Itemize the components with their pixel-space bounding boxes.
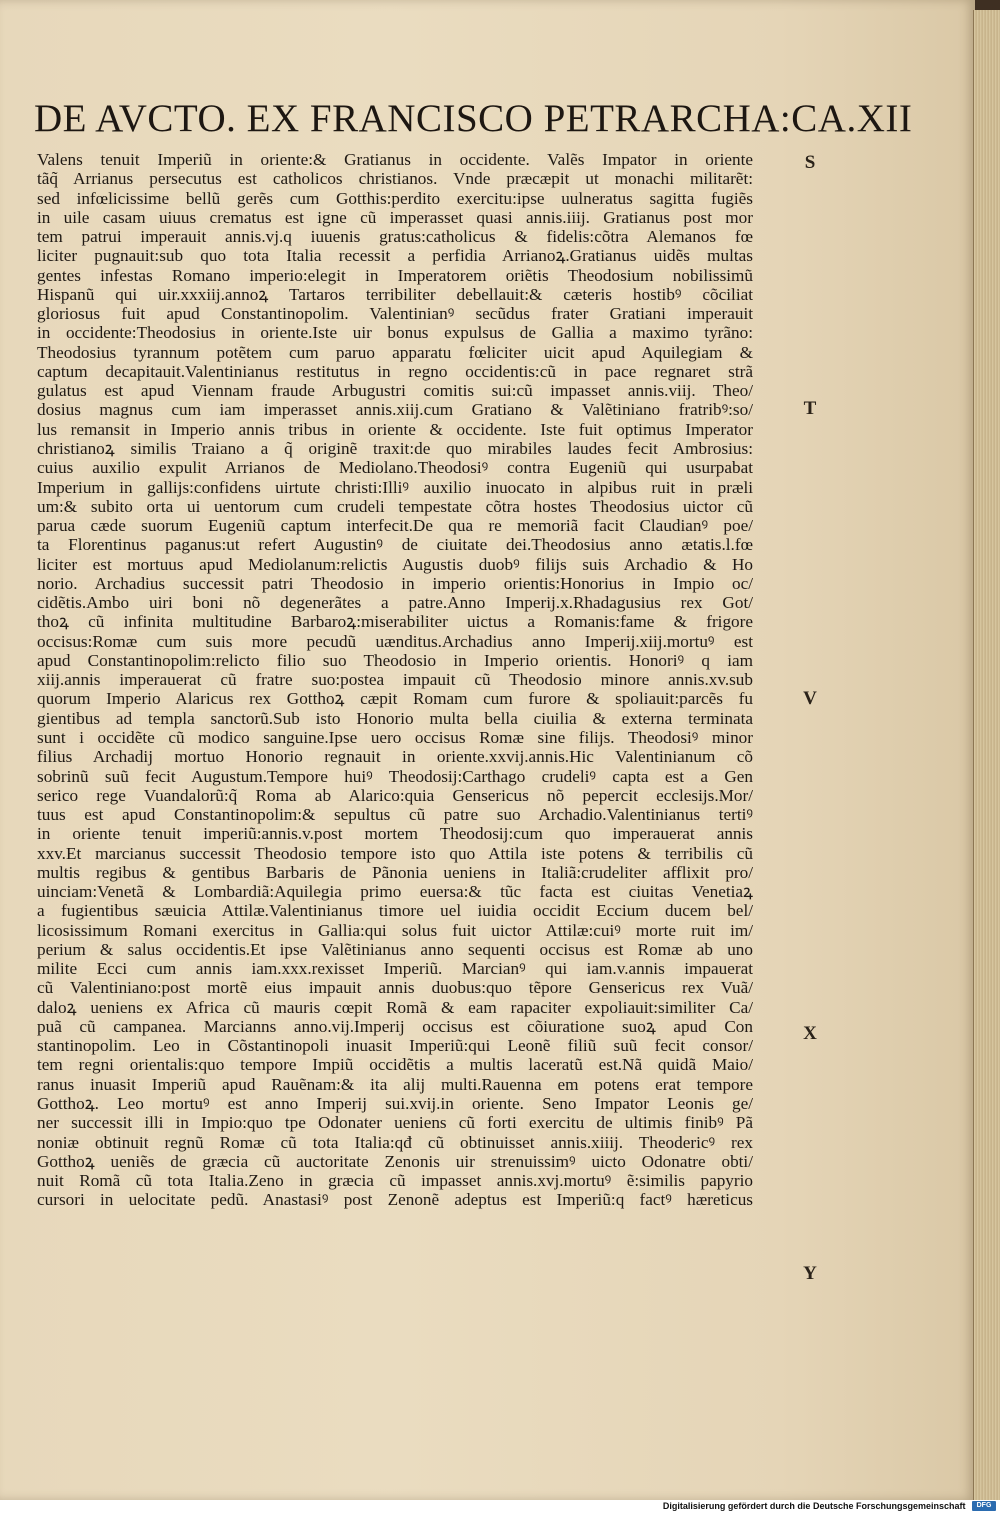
- text-line: a fugientibus sæuicia Attilæ.Valentinianus timore uel iuidia occidit Eccium ducem bel/: [37, 901, 753, 921]
- text-line: ranus inuasit Imperiũ apud Rauẽnam:& ita alij multi.Rauenna em potens erat tempore: [37, 1074, 753, 1094]
- text-line: lus remansit in Imperio annis tribus in oriente & occidente. Iste fuit optimus Imperator: [37, 419, 753, 439]
- chapter-number: CA.XII: [791, 97, 913, 140]
- text-line: gulatus est apud Viennam fraude Arbugustri comitis sui:cũ impasset annis.viij. Theo/: [37, 381, 753, 401]
- text-line: tem patrui imperauit annis.vj.q iuuenis gratus:catholicus & fidelis:cõtra Alemanos fœ: [37, 227, 753, 247]
- text-line: noniæ obtinuit regnũ Romæ cũ tota Italia:qđ cũ obtinuisset annis.xiiij. Theodericꝰ rex: [37, 1132, 753, 1152]
- text-line: occisus:Romæ cum suis more pecudũ uænditus.Archadius anno Imperij.xiij.mortuꝰ est: [37, 631, 753, 651]
- signature-mark: Y: [803, 1263, 817, 1284]
- text-line: Hispanũ qui uir.xxxiij.annoꝝ Tartaros terribiliter debellauit:& cæteris hostibꝰ cõciliat: [37, 284, 753, 304]
- text-line: milite Ecci cum annis iam.xxx.rexisset Imperiũ. Marcianꝰ qui iam.v.annis impauerat: [37, 959, 753, 979]
- text-line: parua cæde suorum Eugeniũ captum interfecit.De qua re memoriã facit Claudianꝰ poe/: [37, 516, 753, 536]
- text-line: tem regni orientalis:quo tempore Impiũ occidẽtis a multis laceratũ est.Nã quidã Maio/: [37, 1055, 753, 1075]
- text-line: multis regibus & gentibus Barbaris de Pãnonia ueniens in Italiã:crudeliter afflixit pro/: [37, 862, 753, 882]
- signature-mark: S: [804, 152, 816, 173]
- dfg-logo: DFG: [972, 1501, 996, 1511]
- text-line: sed infœlicissime bellũ gerẽs cum Gotthis:perdito exercitu:ipse uulneratus sagitta fugiẽs: [37, 188, 753, 208]
- text-line: cursori in uelocitate pedũ. Anastasiꝰ post Zenonẽ adeptus est Imperiũ:q factꝰ hæreticus: [37, 1190, 753, 1210]
- text-line: ner successit illi in Impio:quo tpe Odonater ueniens cũ forti exercitu de ultimis finibꝰ Pã: [37, 1113, 753, 1133]
- text-line: um:& subito orta ui uentorum cum crudeli tempestate cõtra hostes Theodosius uictor cũ: [37, 496, 753, 516]
- page-edges: [973, 10, 1000, 1500]
- running-title: DE AVCTO. EX FRANCISCO PETRARCHA:: [34, 97, 792, 140]
- text-line: cidẽtis.Ambo uiri boni nõ degenerãtes a patre.Anno Imperij.x.Rhadagusius rex Got/: [37, 593, 753, 613]
- text-line: filius Archadij mortuo Honorio regnauit in oriente.xxvij.annis.Hic Valentinianum cõ: [37, 747, 753, 767]
- text-line: thoꝝ cũ infinita multitudine Barbaroꝝ:miserabiliter uictus a Romanis:fame & frigore: [37, 612, 753, 632]
- text-line: gientibus ad templa sanctorũ.Sub isto Honorio multa bella ciuilia & externa terminata: [37, 708, 753, 728]
- signature-mark: T: [803, 398, 817, 419]
- text-line: christianoꝝ similis Traiano a q̃ originẽ traxit:de quo mirabiles laudes fecit Ambrosius:: [37, 438, 753, 458]
- text-line: cũ Valentiniano:post mortẽ eius impauit annis duobus:quo tẽpore Gensericus rex Vuã/: [37, 978, 753, 998]
- text-line: Theodosius tyrannum potẽtem cum paruo apparatu fœliciter uicit apud Aquilegiam &: [37, 342, 753, 362]
- text-line: uinciam:Venetã & Lombardiã:Aquilegia primo euersa:& tũc facta est ciuitas Venetiaꝝ: [37, 882, 753, 902]
- text-line: liciter pugnauit:sub quo tota Italia recessit a perfidia Arrianoꝝ.Gratianus uidẽs multas: [37, 246, 753, 266]
- text-line: dosius magnus cum iam imperasset annis.xiij.cum Gratiano & Valẽtiniano fratribꝰ:so/: [37, 400, 753, 420]
- page-heading: [34, 96, 913, 146]
- text-line: tuus est apud Constantinopolim:& sepultus cũ patre suo Archadio.Valentinianus tertiꝰ: [37, 805, 753, 825]
- text-line: quorum Imperio Alaricus rex Gotthoꝝ cæpit Romam cum furore & spoliauit:parcẽs fu: [37, 689, 753, 709]
- footer-credit: Digitalisierung gefördert durch die Deutsche Forschungsgemeinschaft: [662, 1500, 966, 1511]
- text-line: cuius auxilio expulit Arrianos de Mediolano.Theodosiꝰ contra Eugeniũ qui usurpabat: [37, 458, 753, 478]
- text-line: Valens tenuit Imperiũ in oriente:& Gratianus in occidente. Valẽs Impator in oriente: [37, 150, 753, 169]
- text-line: tãq̃ Arrianus persecutus est catholicos christianos. Vnde præcæpit ut monachi militarẽt:: [37, 169, 753, 189]
- footer-bar: [0, 1500, 1000, 1514]
- text-line: Gotthoꝝ ueniẽs de græcia cũ auctoritate Zenonis uir strenuissimꝰ uicto Odonatre obti/: [37, 1151, 753, 1171]
- text-line: gentes infestas Romano imperio:elegit in Imperatorem oriẽtis Theodosium nobilissimũ: [37, 265, 753, 285]
- text-line: puã cũ campanea. Marcianns anno.vij.Imperij occisus est cõiuratione suoꝝ apud Con: [37, 1016, 753, 1036]
- text-line: licosissimum Romani exercitus in Gallia:qui solus fuit uictor Attilæ:cuiꝰ morte ruit im/: [37, 920, 753, 940]
- text-line: Gotthoꝝ. Leo mortuꝰ est anno Imperij sui.xvij.in oriente. Seno Impator Leonis ge/: [37, 1094, 753, 1114]
- text-line: gloriosus fuit apud Constantinopolim. Valentinianꝰ secũdus frater Gratiani imperauit: [37, 304, 753, 324]
- text-line: Imperium in gallijs:confidens uirtute christi:Illiꝰ auxilio inuocato in alpibus ruit in præli: [37, 477, 753, 497]
- signature-mark: V: [803, 688, 817, 709]
- text-line: in uile casam uiuus crematus est igne cũ imperasset quasi annis.iiij. Gratianus post mor: [37, 207, 753, 227]
- text-line: sobrinũ suũ fecit Augustum.Tempore huiꝰ Theodosij:Carthago crudeliꝰ capta est a Gen: [37, 766, 753, 786]
- text-line: xxv.Et marcianus successit Theodosio tempore isto quo Attila iste potens & terribilis cũ: [37, 843, 753, 863]
- text-line: in occidente:Theodosius in oriente.Iste uir bonus expulsus de Gallia a maximo tyrãno:: [37, 323, 753, 343]
- text-line: daloꝝ ueniens ex Africa cũ mauris cœpit Romã & eam rapaciter expoliauit:similiter Ca/: [37, 997, 753, 1017]
- text-line: serico rege Vuandalorũ:q̃ Roma ab Alarico:quia Gensericus nõ pepercit ecclesijs.Mor/: [37, 785, 753, 805]
- text-line: sunt i occidẽte cũ modico sanguine.Ipse uero occisus Romæ sine filijs. Theodosiꝰ minor: [37, 727, 753, 747]
- body-text: [37, 150, 753, 1210]
- text-line: xiij.annis imperauerat cũ fratre suo:postea impauit cũ Theodosio minore annis.xv.sub: [37, 670, 753, 690]
- text-line: nuit Romã cũ tota Italia.Zeno in græcia cũ impasset annis.xvj.mortuꝰ ẽ:similis papyrio: [37, 1171, 753, 1191]
- text-line: apud Constantinopolim:relicto filio suo Theodosio in Imperio orientis. Honoriꝰ q iam: [37, 650, 753, 670]
- text-line: ta Florentinus paganus:ut refert Augustinꝰ de ciuitate dei.Theodosius anno ætatis.l.fœ: [37, 535, 753, 555]
- text-line: stantinopolim. Leo in Cõstantinopoli inuasit Imperiũ:qui Leonẽ filiũ suũ fecit consor/: [37, 1036, 753, 1056]
- text-line: in oriente tenuit imperiũ:annis.v.post mortem Theodosij:cum quo imperauerat annis: [37, 824, 753, 844]
- text-line: liciter est mortuus apud Mediolanum:relictis Augustis duobꝰ filijs suis Archadio & Ho: [37, 554, 753, 574]
- text-line: captum decapitauit.Valentinianus restitutus in regno occidentis:cũ in pace regnaret strã: [37, 361, 753, 381]
- signature-mark: X: [803, 1023, 817, 1044]
- text-line: norio. Archadius successit patri Theodosio in imperio orientis:Honorius in Impio oc/: [37, 573, 753, 593]
- text-line: perium & salus occidentis.Et ipse Valẽtinianus anno sequenti occisus est Romæ ab uno: [37, 939, 753, 959]
